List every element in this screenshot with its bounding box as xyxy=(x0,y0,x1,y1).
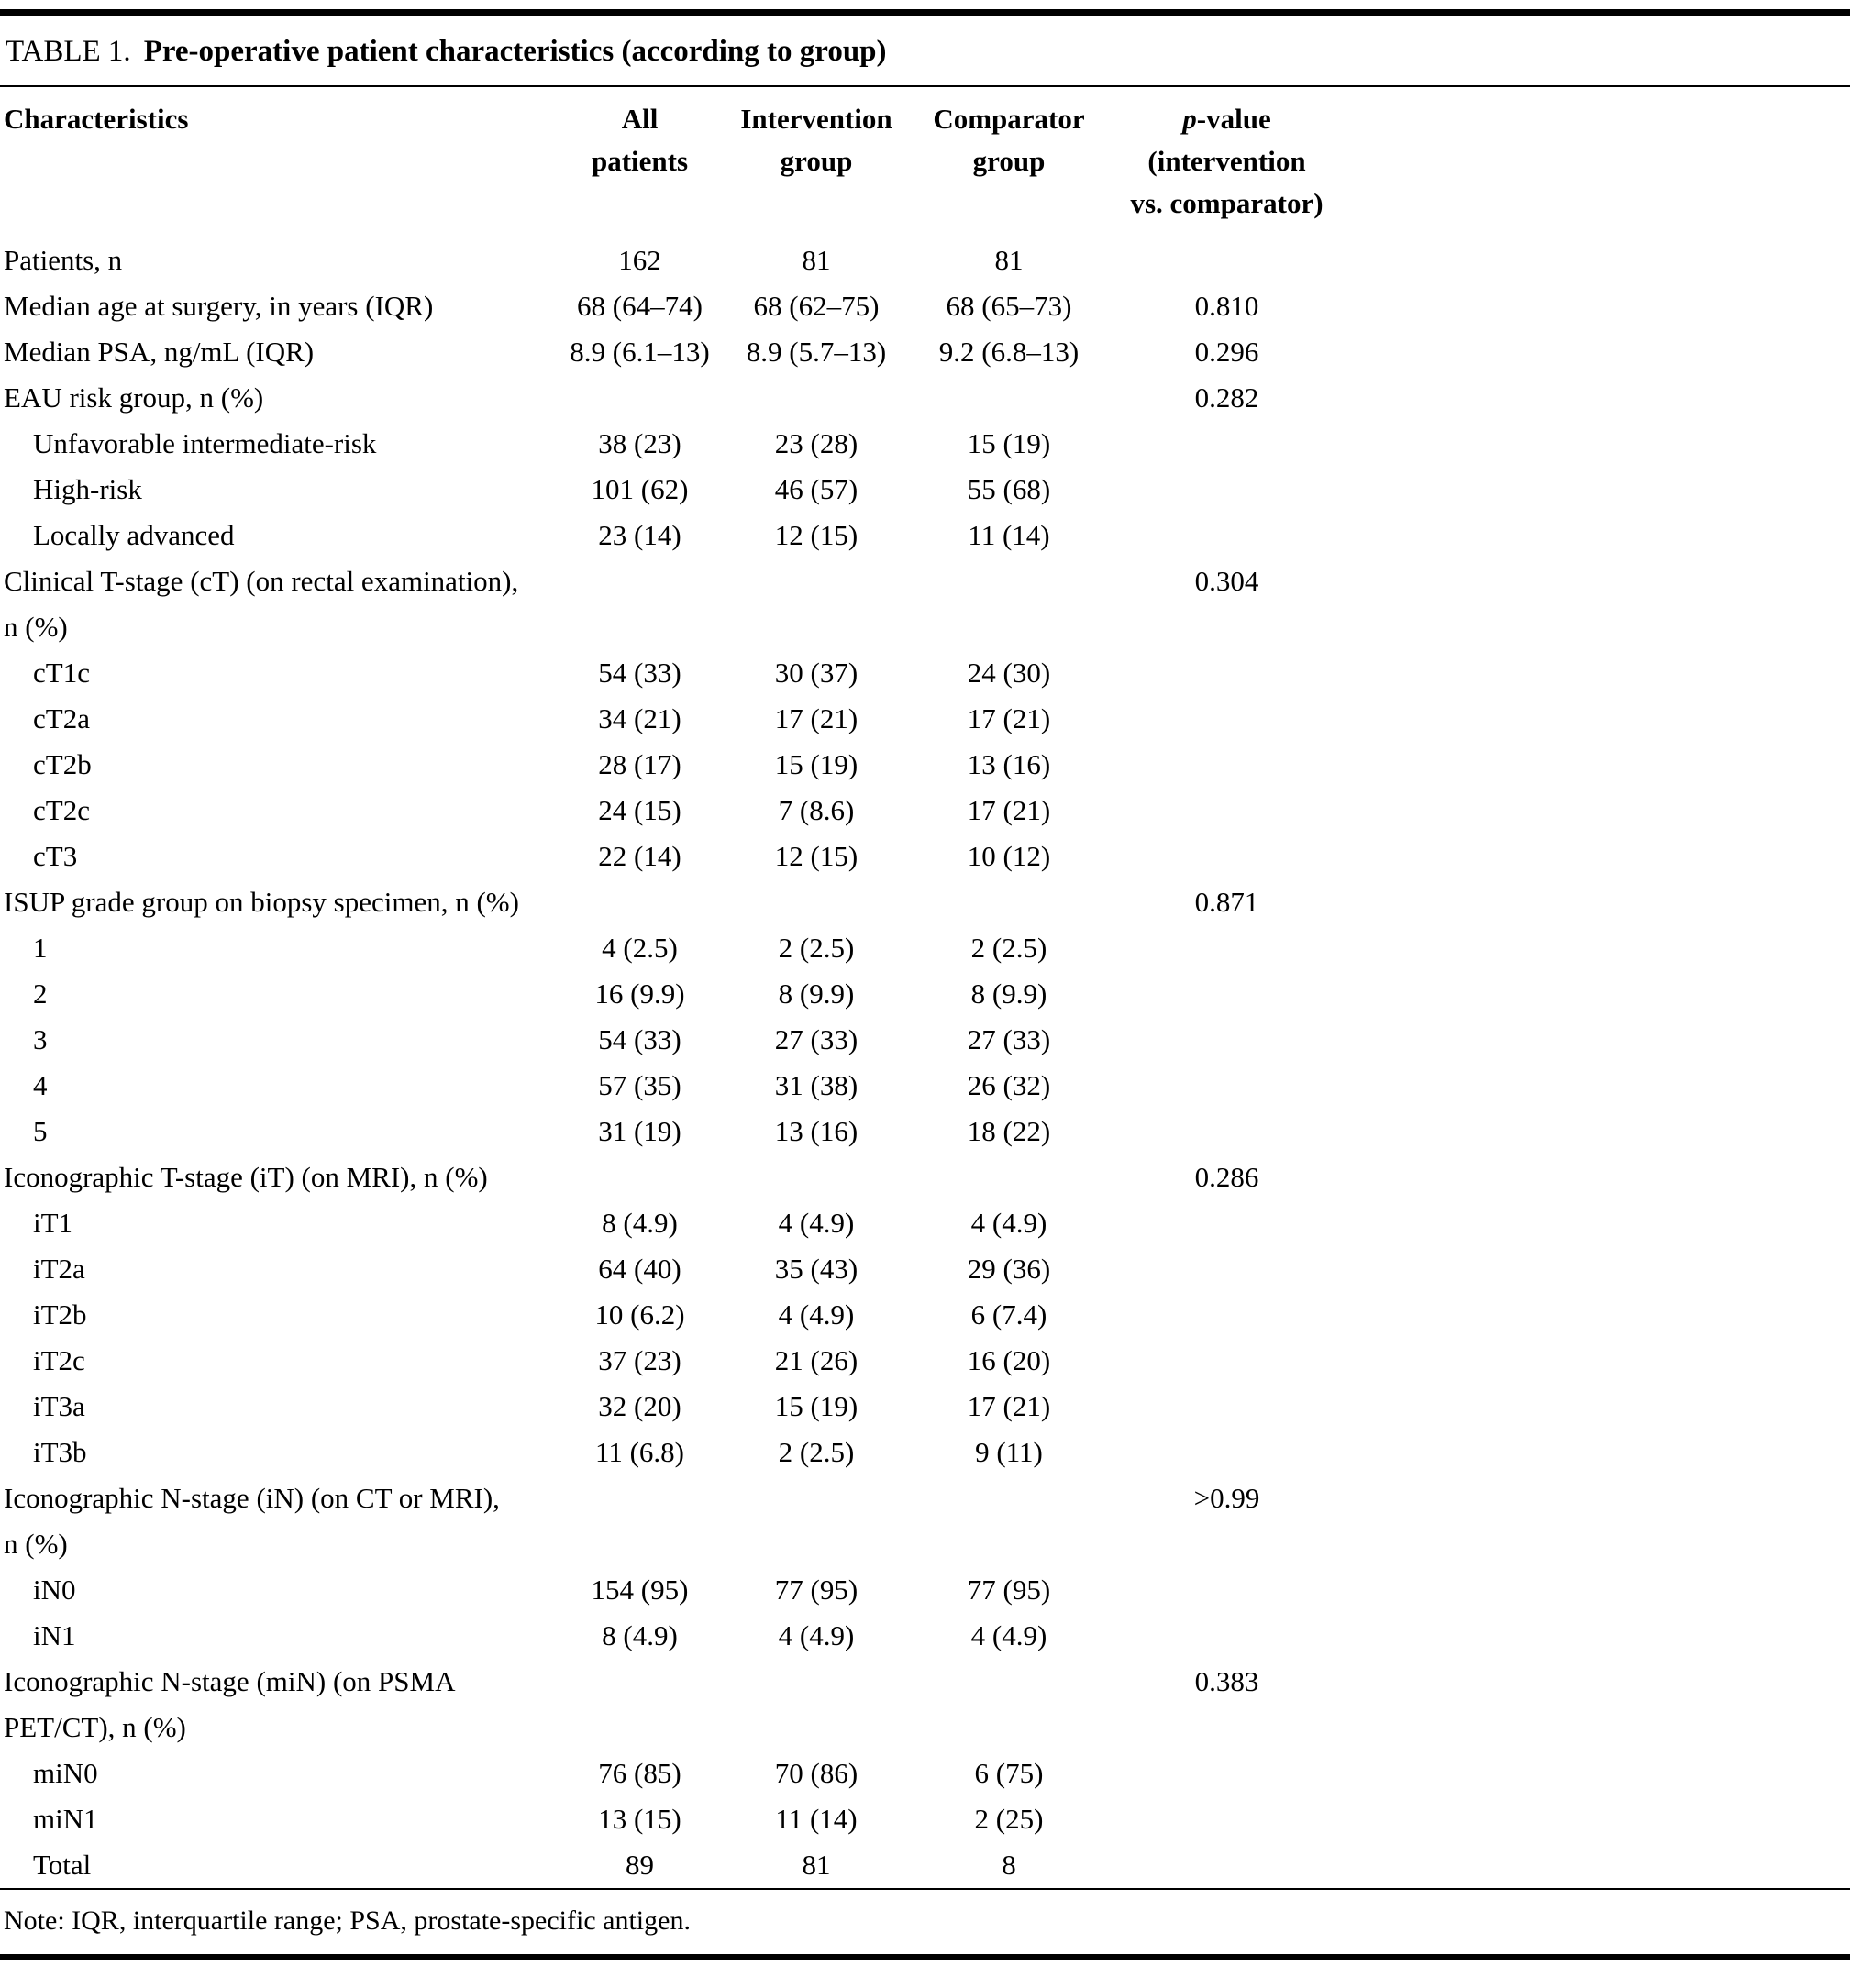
filler-cell xyxy=(1339,421,1850,467)
col-header-all-patients xyxy=(550,87,729,237)
cell-p-value xyxy=(1114,1292,1339,1338)
header-line: Intervention xyxy=(740,103,892,135)
cell-comparator-group: 29 (36) xyxy=(967,1253,1051,1285)
filler-cell xyxy=(1339,513,1850,558)
table-row xyxy=(0,1017,1850,1063)
filler-cell xyxy=(1339,1109,1850,1154)
cell-all-patients: 23 (14) xyxy=(598,519,681,551)
row-label xyxy=(0,1567,550,1613)
row-label xyxy=(0,788,550,834)
cell-all-patients xyxy=(550,1475,729,1567)
cell-p-value: >0.99 xyxy=(1193,1482,1260,1514)
filler-cell xyxy=(1339,1017,1850,1063)
cell-intervention-group: 15 (19) xyxy=(774,748,859,780)
row-label-line: ISUP grade group on biopsy specimen, n (%) xyxy=(4,886,519,918)
row-label xyxy=(0,971,550,1017)
cell-intervention-group: 8 (9.9) xyxy=(778,977,855,1010)
cell-all-patients: 64 (40) xyxy=(598,1253,681,1285)
row-label-line: Iconographic N-stage (miN) (on PSMA xyxy=(4,1665,456,1697)
row-label-line: miN1 xyxy=(33,1803,98,1835)
cell-all-patients: 89 xyxy=(626,1849,654,1881)
cell-p-value xyxy=(1114,467,1339,513)
cell-p-value xyxy=(1114,696,1339,742)
filler-cell xyxy=(1339,375,1850,421)
cell-p-value xyxy=(1114,1384,1339,1430)
cell-intervention-group: 77 (95) xyxy=(774,1574,859,1606)
cell-p-value xyxy=(1114,1109,1339,1154)
cell-comparator-group: 68 (65–73) xyxy=(946,290,1072,322)
row-label xyxy=(0,1613,550,1659)
row-label xyxy=(0,1384,550,1430)
row-label-line: iN1 xyxy=(33,1619,76,1651)
row-label-line: Patients, n xyxy=(4,244,123,276)
cell-all-patients: 31 (19) xyxy=(598,1115,681,1147)
cell-all-patients xyxy=(550,1154,729,1200)
cell-intervention-group: 12 (15) xyxy=(774,840,859,872)
row-label-line: iT3b xyxy=(33,1436,87,1468)
cell-comparator-group: 81 xyxy=(994,244,1024,276)
table-row xyxy=(0,1796,1850,1842)
row-label xyxy=(0,467,550,513)
row-label xyxy=(0,1200,550,1246)
cell-intervention-group: 23 (28) xyxy=(774,427,859,459)
cell-comparator-group xyxy=(903,1475,1114,1567)
cell-all-patients: 8 (4.9) xyxy=(602,1619,678,1651)
header-line: p-value xyxy=(1182,103,1271,135)
cell-all-patients: 101 (62) xyxy=(591,473,689,505)
table-row xyxy=(0,558,1850,650)
row-label xyxy=(0,696,550,742)
cell-all-patients: 16 (9.9) xyxy=(594,977,685,1010)
filler-cell xyxy=(1339,1292,1850,1338)
row-label xyxy=(0,1154,550,1200)
table-note: Note: IQR, interquartile range; PSA, prostate-specific antigen. xyxy=(4,1905,691,1936)
row-label-line: iT2c xyxy=(33,1344,85,1376)
filler-cell xyxy=(1339,925,1850,971)
cell-intervention-group: 68 (62–75) xyxy=(753,290,880,322)
cell-p-value: 0.286 xyxy=(1194,1161,1259,1193)
row-label xyxy=(0,1246,550,1292)
filler-cell xyxy=(1339,696,1850,742)
row-label-line: Clinical T-stage (cT) (on rectal examination), xyxy=(4,565,519,597)
row-label-line: Median age at surgery, in years (IQR) xyxy=(4,290,434,322)
row-label xyxy=(0,513,550,558)
cell-p-value xyxy=(1114,925,1339,971)
col-header-characteristics: Characteristics xyxy=(4,103,189,135)
bottom-rule xyxy=(0,1954,1850,1960)
filler-cell xyxy=(1339,1475,1850,1567)
header-line: Comparator xyxy=(933,103,1085,135)
cell-all-patients: 57 (35) xyxy=(598,1069,681,1101)
table-row xyxy=(0,696,1850,742)
row-label-line: iT2a xyxy=(33,1253,85,1285)
cell-all-patients: 13 (15) xyxy=(598,1803,681,1835)
cell-comparator-group: 9 (11) xyxy=(975,1436,1043,1468)
cell-comparator-group: 77 (95) xyxy=(967,1574,1051,1606)
row-label-line: Unfavorable intermediate-risk xyxy=(33,427,377,459)
cell-comparator-group: 8 xyxy=(1002,1849,1016,1881)
cell-comparator-group xyxy=(903,375,1114,421)
cell-intervention-group: 81 xyxy=(802,1849,831,1881)
filler-cell xyxy=(1339,329,1850,375)
row-label-line: 5 xyxy=(33,1115,48,1147)
cell-all-patients: 32 (20) xyxy=(598,1390,681,1422)
header-line: patients xyxy=(591,145,689,177)
cell-p-value xyxy=(1114,1017,1339,1063)
cell-comparator-group: 16 (20) xyxy=(967,1344,1051,1376)
cell-p-value: 0.383 xyxy=(1194,1665,1259,1697)
cell-intervention-group: 30 (37) xyxy=(774,657,859,689)
row-label-line: High-risk xyxy=(33,473,142,505)
table-row xyxy=(0,879,1850,925)
filler-cell xyxy=(1339,467,1850,513)
cell-all-patients xyxy=(550,375,729,421)
cell-comparator-group: 2 (25) xyxy=(974,1803,1044,1835)
row-label-line: n (%) xyxy=(4,1528,68,1560)
row-label-line: 3 xyxy=(33,1023,48,1055)
filler-cell xyxy=(1339,650,1850,696)
table-row xyxy=(0,742,1850,788)
row-label-line: iT1 xyxy=(33,1207,73,1239)
header-row xyxy=(0,87,1850,237)
row-label-line: iT2b xyxy=(33,1298,87,1331)
header-line: (intervention xyxy=(1147,145,1306,177)
filler-cell xyxy=(1339,1063,1850,1109)
row-label xyxy=(0,879,550,925)
table-row xyxy=(0,1338,1850,1384)
row-label-line: cT2a xyxy=(33,702,90,734)
cell-intervention-group: 8.9 (5.7–13) xyxy=(746,336,887,368)
cell-all-patients: 38 (23) xyxy=(598,427,681,459)
cell-intervention-group: 12 (15) xyxy=(774,519,859,551)
cell-all-patients: 162 xyxy=(618,244,661,276)
cell-comparator-group: 11 (14) xyxy=(968,519,1050,551)
cell-all-patients: 4 (2.5) xyxy=(602,932,678,964)
cell-comparator-group: 6 (75) xyxy=(974,1757,1044,1789)
cell-intervention-group: 46 (57) xyxy=(774,473,859,505)
filler-cell xyxy=(1339,237,1850,283)
table-row xyxy=(0,1063,1850,1109)
cell-p-value xyxy=(1114,1567,1339,1613)
row-label xyxy=(0,925,550,971)
filler-cell xyxy=(1339,971,1850,1017)
row-label xyxy=(0,421,550,467)
header-line: All xyxy=(621,103,659,135)
cell-p-value xyxy=(1114,421,1339,467)
cell-p-value xyxy=(1114,513,1339,558)
filler-cell xyxy=(1339,1384,1850,1430)
table-row xyxy=(0,237,1850,283)
row-label-line: EAU risk group, n (%) xyxy=(4,381,264,414)
row-label xyxy=(0,1292,550,1338)
table-row xyxy=(0,467,1850,513)
table-row xyxy=(0,1567,1850,1613)
row-label-line: 1 xyxy=(33,932,48,964)
table-title-text: Pre-operative patient characteristics (according to group) xyxy=(143,35,887,68)
row-label-line: Total xyxy=(33,1849,92,1881)
filler-cell xyxy=(1339,1613,1850,1659)
filler-cell xyxy=(1339,834,1850,879)
cell-p-value xyxy=(1114,1751,1339,1796)
cell-comparator-group: 18 (22) xyxy=(967,1115,1051,1147)
row-label-line: cT3 xyxy=(33,840,78,872)
cell-intervention-group: 11 (14) xyxy=(775,1803,858,1835)
table-row xyxy=(0,1842,1850,1888)
filler-cell xyxy=(1339,1338,1850,1384)
row-label xyxy=(0,329,550,375)
cell-comparator-group xyxy=(903,1154,1114,1200)
cell-comparator-group: 55 (68) xyxy=(967,473,1051,505)
filler-cell xyxy=(1339,283,1850,329)
header-line: vs. comparator) xyxy=(1130,187,1324,219)
cell-comparator-group: 13 (16) xyxy=(967,748,1051,780)
cell-p-value: 0.282 xyxy=(1194,381,1259,414)
filler-cell xyxy=(1339,879,1850,925)
cell-comparator-group: 17 (21) xyxy=(967,794,1051,826)
table-number: TABLE 1. xyxy=(6,35,131,68)
cell-comparator-group: 27 (33) xyxy=(967,1023,1051,1055)
table-row xyxy=(0,421,1850,467)
cell-comparator-group: 4 (4.9) xyxy=(970,1619,1047,1651)
cell-intervention-group xyxy=(729,1659,903,1751)
cell-intervention-group: 13 (16) xyxy=(774,1115,859,1147)
cell-intervention-group xyxy=(729,879,903,925)
cell-comparator-group: 8 (9.9) xyxy=(970,977,1047,1010)
filler-cell xyxy=(1339,1200,1850,1246)
cell-p-value xyxy=(1114,1338,1339,1384)
filler-header-cell xyxy=(1339,87,1850,237)
cell-p-value xyxy=(1114,237,1339,283)
row-label-line: 4 xyxy=(33,1069,48,1101)
cell-intervention-group: 81 xyxy=(802,244,831,276)
table-row xyxy=(0,283,1850,329)
row-label-line: Locally advanced xyxy=(33,519,235,551)
table-row xyxy=(0,788,1850,834)
cell-all-patients xyxy=(550,879,729,925)
cell-p-value xyxy=(1114,1842,1339,1888)
table-row xyxy=(0,1154,1850,1200)
table-row xyxy=(0,1109,1850,1154)
cell-intervention-group xyxy=(729,1154,903,1200)
cell-comparator-group: 26 (32) xyxy=(967,1069,1051,1101)
cell-comparator-group: 24 (30) xyxy=(967,657,1051,689)
cell-intervention-group: 70 (86) xyxy=(774,1757,859,1789)
cell-intervention-group: 2 (2.5) xyxy=(778,1436,855,1468)
row-label xyxy=(0,1063,550,1109)
table-row xyxy=(0,1613,1850,1659)
cell-p-value xyxy=(1114,1063,1339,1109)
row-label-line: Median PSA, ng/mL (IQR) xyxy=(4,336,315,368)
row-label xyxy=(0,1796,550,1842)
row-label xyxy=(0,1659,550,1751)
col-header-intervention-group xyxy=(729,87,903,237)
characteristics-table xyxy=(0,87,1850,1888)
row-label xyxy=(0,558,550,650)
filler-cell xyxy=(1339,1246,1850,1292)
cell-comparator-group xyxy=(903,558,1114,650)
cell-all-patients: 8.9 (6.1–13) xyxy=(570,336,710,368)
table-body xyxy=(0,237,1850,1888)
table-row xyxy=(0,1292,1850,1338)
cell-p-value xyxy=(1114,788,1339,834)
table-row xyxy=(0,1200,1850,1246)
row-label-line: n (%) xyxy=(4,611,68,643)
cell-intervention-group xyxy=(729,558,903,650)
cell-p-value xyxy=(1114,1613,1339,1659)
table-row xyxy=(0,834,1850,879)
cell-all-patients: 54 (33) xyxy=(598,657,681,689)
filler-cell xyxy=(1339,1659,1850,1751)
cell-p-value xyxy=(1114,650,1339,696)
row-label xyxy=(0,1475,550,1567)
table-row xyxy=(0,1751,1850,1796)
table-row xyxy=(0,329,1850,375)
row-label xyxy=(0,283,550,329)
row-label-line: cT2b xyxy=(33,748,92,780)
cell-intervention-group: 21 (26) xyxy=(774,1344,859,1376)
cell-all-patients: 28 (17) xyxy=(598,748,681,780)
cell-intervention-group: 4 (4.9) xyxy=(778,1619,855,1651)
cell-intervention-group: 15 (19) xyxy=(774,1390,859,1422)
filler-cell xyxy=(1339,742,1850,788)
table-title xyxy=(0,16,1850,85)
cell-comparator-group: 9.2 (6.8–13) xyxy=(938,336,1080,368)
row-label-line: iN0 xyxy=(33,1574,76,1606)
row-label xyxy=(0,1109,550,1154)
cell-p-value xyxy=(1114,1796,1339,1842)
header-line: group xyxy=(972,145,1046,177)
row-label xyxy=(0,375,550,421)
cell-intervention-group: 4 (4.9) xyxy=(778,1298,855,1331)
cell-all-patients: 68 (64–74) xyxy=(577,290,703,322)
filler-cell xyxy=(1339,1154,1850,1200)
filler-cell xyxy=(1339,1430,1850,1475)
cell-intervention-group: 7 (8.6) xyxy=(778,794,855,826)
cell-p-value xyxy=(1114,1200,1339,1246)
cell-p-value xyxy=(1114,834,1339,879)
cell-all-patients: 54 (33) xyxy=(598,1023,681,1055)
cell-p-value: 0.296 xyxy=(1194,336,1259,368)
table-row xyxy=(0,1659,1850,1751)
row-label-line: miN0 xyxy=(33,1757,98,1789)
filler-cell xyxy=(1339,558,1850,650)
table-row xyxy=(0,513,1850,558)
cell-all-patients: 37 (23) xyxy=(598,1344,681,1376)
cell-intervention-group: 4 (4.9) xyxy=(778,1207,855,1239)
cell-p-value xyxy=(1114,1430,1339,1475)
cell-all-patients: 34 (21) xyxy=(598,702,681,734)
row-label xyxy=(0,1430,550,1475)
table-row xyxy=(0,1384,1850,1430)
cell-all-patients: 11 (6.8) xyxy=(595,1436,684,1468)
cell-intervention-group xyxy=(729,1475,903,1567)
cell-all-patients: 154 (95) xyxy=(591,1574,689,1606)
cell-intervention-group: 2 (2.5) xyxy=(778,932,855,964)
filler-cell xyxy=(1339,788,1850,834)
cell-p-value: 0.810 xyxy=(1194,290,1259,322)
row-label-line: 2 xyxy=(33,977,48,1010)
table-row xyxy=(0,650,1850,696)
cell-intervention-group: 17 (21) xyxy=(774,702,859,734)
cell-comparator-group xyxy=(903,1659,1114,1751)
row-label xyxy=(0,1017,550,1063)
cell-all-patients: 8 (4.9) xyxy=(602,1207,678,1239)
cell-all-patients: 24 (15) xyxy=(598,794,681,826)
cell-comparator-group: 17 (21) xyxy=(967,702,1051,734)
row-label-line: cT1c xyxy=(33,657,90,689)
cell-comparator-group: 10 (12) xyxy=(967,840,1051,872)
col-header-comparator-group xyxy=(903,87,1114,237)
row-label-line: cT2c xyxy=(33,794,90,826)
table-header xyxy=(0,87,1850,237)
cell-all-patients: 22 (14) xyxy=(598,840,681,872)
cell-comparator-group: 17 (21) xyxy=(967,1390,1051,1422)
cell-intervention-group: 31 (38) xyxy=(774,1069,859,1101)
cell-intervention-group: 27 (33) xyxy=(774,1023,859,1055)
cell-comparator-group: 6 (7.4) xyxy=(970,1298,1047,1331)
cell-all-patients: 76 (85) xyxy=(598,1757,681,1789)
cell-all-patients xyxy=(550,558,729,650)
row-label xyxy=(0,650,550,696)
filler-cell xyxy=(1339,1796,1850,1842)
filler-cell xyxy=(1339,1842,1850,1888)
row-label-line: Iconographic T-stage (iT) (on MRI), n (%) xyxy=(4,1161,488,1193)
cell-intervention-group xyxy=(729,375,903,421)
cell-intervention-group: 35 (43) xyxy=(774,1253,859,1285)
row-label xyxy=(0,237,550,283)
top-rule xyxy=(0,9,1850,16)
cell-p-value xyxy=(1114,971,1339,1017)
cell-all-patients xyxy=(550,1659,729,1751)
cell-p-value xyxy=(1114,1246,1339,1292)
cell-comparator-group: 2 (2.5) xyxy=(970,932,1047,964)
cell-p-value: 0.304 xyxy=(1194,565,1259,597)
row-label xyxy=(0,834,550,879)
row-label xyxy=(0,742,550,788)
cell-comparator-group: 4 (4.9) xyxy=(970,1207,1047,1239)
row-label-line: Iconographic N-stage (iN) (on CT or MRI), xyxy=(4,1482,500,1514)
cell-comparator-group xyxy=(903,879,1114,925)
row-label xyxy=(0,1842,550,1888)
table-row xyxy=(0,1430,1850,1475)
filler-cell xyxy=(1339,1751,1850,1796)
table-row xyxy=(0,1475,1850,1567)
row-label-line: PET/CT), n (%) xyxy=(4,1711,186,1743)
cell-all-patients: 10 (6.2) xyxy=(594,1298,685,1331)
table-row xyxy=(0,971,1850,1017)
cell-p-value: 0.871 xyxy=(1194,886,1259,918)
col-header-p-value xyxy=(1114,87,1339,237)
cell-p-value xyxy=(1114,742,1339,788)
filler-cell xyxy=(1339,1567,1850,1613)
row-label-line: iT3a xyxy=(33,1390,85,1422)
row-label xyxy=(0,1338,550,1384)
table-row xyxy=(0,1246,1850,1292)
table-row xyxy=(0,925,1850,971)
header-line: group xyxy=(780,145,853,177)
cell-comparator-group: 15 (19) xyxy=(967,427,1051,459)
table-row xyxy=(0,375,1850,421)
row-label xyxy=(0,1751,550,1796)
